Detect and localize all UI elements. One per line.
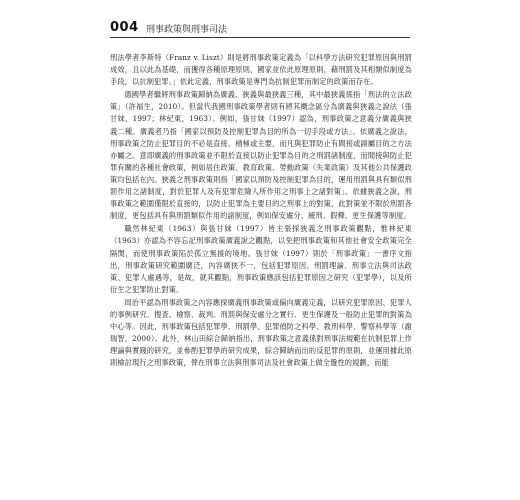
paragraph-4: 周治平認為刑事政策之內容應採廣義刑事政策或偏向廣義定義，以研究犯罪原因、犯罪人的事例研究、搜查、檢察、裁判、刑罰與保安處分之實行、更生保護及一般防止犯罪的對策為中心等。因此，刑事政策包括犯罪學、刑罰學、犯罪偵防之科學、教刑科學、警察科學等（謝瑞智，2000）。此外，林山田綜合歸納指出，刑事政策之意義係對刑事法規範在抗制犯罪上作理論與實踐的研究，並參酌犯罪學的研究成果，綜合歸納而出的反犯罪的原則，並運用據此原則檢討現行之刑事政策，俾在刑事立法與刑事司法及社會政策上做全盤性的規劃，而能	[110, 297, 412, 368]
paragraph-1: 刑法學者李斯特（Franz v. Liszt）則是將刑事政策定義為「以科學方法研究犯罪原因與刑罰成效，且以此為基礎，而獲得各種原理原則，國家並依此原理原則，藉刑罰及其相類似制度為手段，以抗制犯罪。」依此定義，刑事政策是專門為抗制犯罪而制定的政策而存在。	[110, 53, 412, 87]
running-header-title: 刑事政策與刑事司法	[146, 25, 228, 35]
header-rule	[110, 37, 410, 38]
paragraph-3: 職然林紀東（1963）與張甘妹（1997）皆主張採狹義之刑事政策觀點，惟林紀東（1963）亦認為不容忘記刑事政策廣義說之觀點，以免把刑事政策和其他社會安全政策完全隔閡，而使刑事政策陷於孤立無援的境地。張甘妹（1997）則於「刑事政策」一書序文指出，刑事政策研究範圍廣泛，內容廣狹不一，包括犯罪原因、刑罰理論、刑事立法與司法政策、犯罪人處遇等，是故，就其觀點，刑事政策應該包括犯罪原因之研究（犯罪學），以及所衍生之犯罪防止對策。	[110, 224, 412, 294]
paragraph-2: 德國學者繼將刑事政策歸納為廣義、狹義與最狹義三種，其中最狹義係指「刑法的立法政策」（許福生，2010）。但當代我國刑事政策學者則有將其概念區分為廣義與狹義之說法（張甘妹，1997；林紀東，1963）。例如，張甘妹（1997）認為，刑事政策之意義分廣義與狹義二種。廣義者乃指「國家以預防及控制犯罪為目的所為一切手段或方法」。依廣義之說法，刑事政策之防止犯罪目的不必是直接、積極或主要，而凡與犯罪防止有間接或副屬目的之方法亦屬之。意即廣義的刑事政策並不限於直接以防止犯罪為目的之刑罰諸制度，而間接與防止犯罪有關的各種社會政策，例如居住政策、教育政策、勞動政策（失業政策）及其他公共保護政策均包括在內。狹義之刑事政策則指「國家以預防及控制犯罪為目的，運用刑罰與具有類似刑罰作用之諸制度，對於犯罪人及有犯罪危險人所作用之刑事上之諸對策」。依據狹義之說，刑事政策之範圍僅限於直接的，以防止犯罪為主要目的之刑事上的對策，此對策並不限於刑罰各制度，更包括具有與刑罰類似作用的諸制度，例如保安處分、緩刑、假釋、更生保護等制度。	[110, 90, 412, 221]
running-header	[110, 20, 410, 40]
body-text	[110, 52, 412, 370]
page-number: 004	[110, 20, 139, 35]
